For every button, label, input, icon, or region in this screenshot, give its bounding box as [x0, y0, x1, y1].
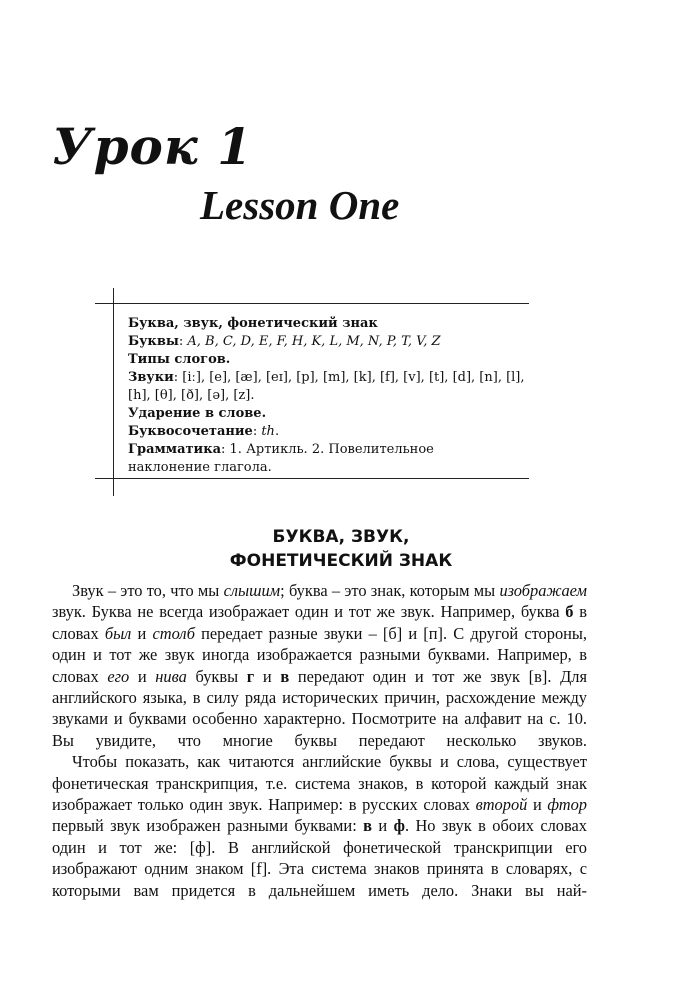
paragraph-1 — [52, 580, 587, 751]
sounds-label: Звуки — [128, 370, 174, 385]
p1-text: передает разные звуки – [б] и [п]. С другой стороны, один и тот же звук иногда изображается разными буквами. Например, в словах — [52, 623, 588, 686]
p1-text: буквы — [186, 666, 247, 686]
combination-label: Буквосочетание — [128, 424, 253, 439]
grammar-value: 1. Артикль. 2. Повелительное наклонение глагола. — [128, 442, 434, 475]
p2-text: и — [372, 816, 394, 836]
p2-bold: ф — [393, 816, 405, 836]
syllable-types: Типы слогов. — [128, 352, 231, 367]
p1-italic: слышим — [223, 581, 281, 600]
p1-bold: в — [280, 666, 290, 686]
combination-value: th — [261, 424, 275, 439]
letters-value: A, B, C, D, E, F, H, K, L, M, N, P, T, V, Z — [187, 334, 441, 349]
box-top-rule — [95, 303, 529, 304]
p1-italic: нива — [155, 666, 187, 686]
box-left-rule — [113, 288, 114, 496]
p1-text: Звук – это то, что мы — [72, 581, 224, 600]
p2-bold: в — [363, 816, 373, 836]
p2-text: Чтобы показать, как читаются английские буквы и слова, существует фонетическая транскрипция, т.е. система знаков, в которой каждый знак изображает только один звук. Например: в русских словах — [52, 752, 587, 815]
p2-text: и — [527, 795, 548, 815]
p2-italic: фтор — [547, 795, 588, 815]
sounds-value-1: [iː], [e], [æ], [eɪ], [p], [m], [k], [f], [v], [t], [d], [n], [l], — [182, 370, 525, 385]
paragraph-2 — [52, 751, 587, 901]
p1-text: и — [129, 666, 156, 686]
p1-italic: его — [107, 666, 130, 686]
lesson-number: Урок 1 — [52, 117, 253, 176]
section-title — [0, 525, 682, 573]
p2-italic: второй — [475, 795, 528, 815]
body-text — [52, 580, 587, 901]
p1-italic: столб — [152, 623, 195, 643]
lesson-title-english: Lesson One — [200, 182, 400, 228]
sounds-value-2: [h], [θ], [ð], [ə], [z]. — [128, 388, 255, 403]
p1-text: и — [254, 666, 281, 686]
box-bottom-rule — [95, 478, 529, 479]
p1-text: ; буква – это знак, которым мы — [280, 581, 500, 600]
p1-text: и — [131, 623, 153, 643]
p1-italic: изображаем — [499, 581, 587, 600]
p1-bold: г — [246, 666, 255, 686]
lesson-summary-box: Буква, звук, фонетический знак Буквы: A, B, C, D, E, F, H, K, L, M, N, P, T, V, Z Типы слогов. Звуки: [iː], [e], [æ], [eɪ], [p], [m], [k], [f], [v], [t], [d], [n], [l], [h], [θ], [ð], [ə], [z]. Ударение в слове. Буквосочетание: th. Грамматика: 1. Артикль. 2. Повелительное наклонение глагола. — [128, 316, 525, 475]
word-stress: Ударение в слове. — [128, 406, 267, 421]
summary-topic: Буква, звук, фонетический знак — [128, 316, 378, 331]
letters-label: Буквы — [128, 334, 179, 349]
p1-text: передают один и тот же звук [в]. Для английского языка, в силу ряда исторических причин, расхождение между звуками и буквами особенно характерно. Посмотрите на алфавит на с. 10. Вы увидите, что многие буквы передают несколько звуков. — [52, 666, 587, 750]
p1-italic: был — [104, 623, 132, 643]
p1-text: в словах — [52, 602, 587, 643]
section-title-line1: БУКВА, ЗВУК, — [272, 527, 410, 547]
section-title-line2: ФОНЕТИЧЕСКИЙ ЗНАК — [229, 551, 453, 571]
p1-text: звук. Буква не всегда изображает один и тот же звук. Например, буква — [52, 602, 566, 622]
p1-bold: б — [565, 602, 574, 622]
p2-text: первый звук изображен разными буквами: — [52, 816, 364, 836]
p2-text: . Но звук в обоих словах один и тот же: [ф]. В английской фонетической транскрипции его изображают одним знаком [f]. Эта система знаков принята в словарях, с которыми вам придется в дальнейшем иметь дело. Знаки вы най- — [52, 816, 587, 900]
grammar-label: Грамматика — [128, 442, 222, 457]
